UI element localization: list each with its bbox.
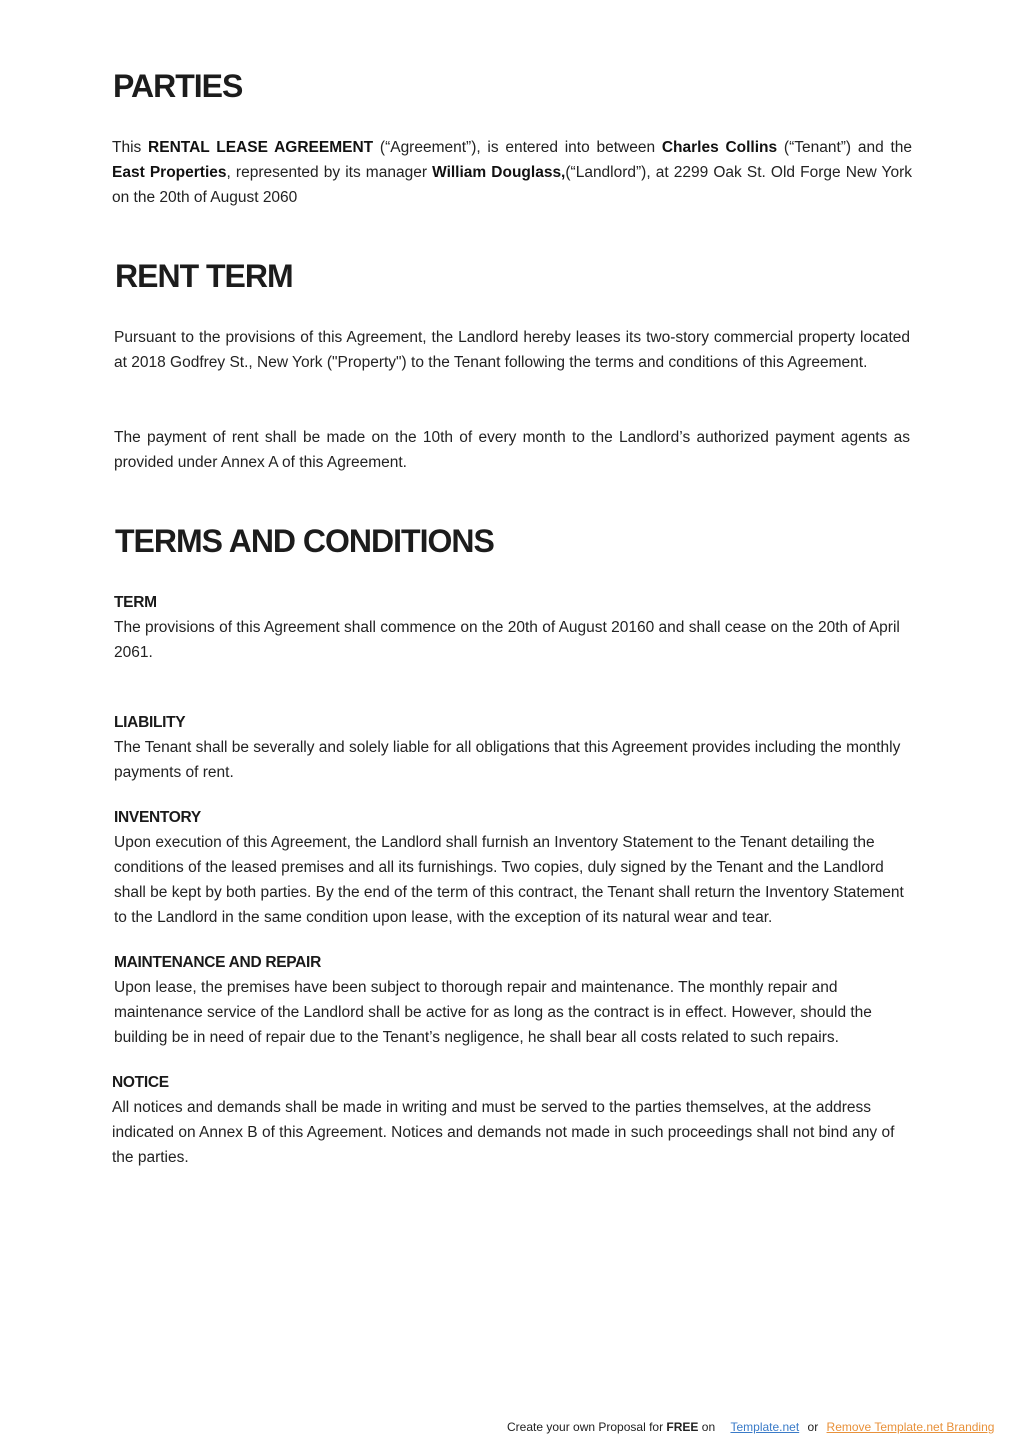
parties-heading: PARTIES [113, 68, 243, 104]
term-title: TERM [114, 594, 157, 611]
rent-term-paragraph-2: The payment of rent shall be made on the 10th of every month to the Landlord’s authorized payment agents as provided under Annex A of this Agreement. [114, 429, 910, 471]
branding-footer [507, 1419, 994, 1435]
tenant-name: Charles Collins [661, 139, 778, 156]
notice-body: All notices and demands shall be made in writing and must be served to the parties themselves, at the address indicated on Annex B of this Agreement. Notices and demands not made in such proceedings shall not bind any of the parties. [112, 1099, 895, 1166]
parties-paragraph [112, 135, 912, 210]
footer-text: Create your own Proposal for [507, 1420, 667, 1434]
maintenance-body: Upon lease, the premises have been subject to thorough repair and maintenance. The monthly repair and maintenance service of the Landlord shall be active for as long as the contract is in effect. However, should the building be in need of repair due to the Tenant’s negligence, he shall bear all costs related to such repairs. [114, 979, 872, 1046]
notice-title: NOTICE [112, 1074, 169, 1091]
manager-name: William Douglass, [432, 164, 566, 181]
inventory-title: INVENTORY [114, 809, 201, 826]
text-fragment: (“Landlord”), at 2299 Oak St. Old Forge New York on the 20th of August 2060 [112, 164, 913, 206]
text-fragment: This [112, 139, 149, 156]
liability-body: The Tenant shall be severally and solely liable for all obligations that this Agreement provides including the monthly payments of rent. [114, 739, 901, 781]
remove-branding-link[interactable]: Remove Template.net Branding [826, 1420, 995, 1434]
text-fragment: (“Agreement”), is entered into between [373, 139, 662, 156]
rent-term-heading: RENT TERM [115, 258, 293, 294]
liability-title: LIABILITY [114, 714, 186, 731]
text-fragment: (“Tenant”) and the [777, 139, 913, 156]
company-name: East Properties [112, 164, 227, 181]
inventory-body: Upon execution of this Agreement, the Landlord shall furnish an Inventory Statement to the Tenant detailing the conditions of the leased premises and all its furnishings. Two copies, duly signed by the Tenant and the Landlord shall be kept by both parties. By the end of the term of this contract, the Tenant shall return the Inventory Statement to the Landlord in the same condition upon lease, with the exception of its natural wear and tear. [114, 834, 904, 926]
terms-heading: TERMS AND CONDITIONS [115, 523, 494, 559]
agreement-name: RENTAL LEASE AGREEMENT [148, 139, 374, 156]
text-fragment: , represented by its manager [226, 164, 433, 181]
footer-free: FREE [666, 1420, 699, 1434]
template-net-link[interactable]: Template.net [730, 1420, 800, 1434]
maintenance-title: MAINTENANCE AND REPAIR [114, 954, 321, 971]
term-body: The provisions of this Agreement shall commence on the 20th of August 20160 and shall cease on the 20th of April 2061. [114, 619, 900, 661]
footer-text: on [698, 1420, 716, 1434]
rent-term-paragraph-1: Pursuant to the provisions of this Agreement, the Landlord hereby leases its two-story commercial property located at 2018 Godfrey St., New York ("Property") to the Tenant following the terms and conditions of this Agreement. [114, 329, 910, 371]
footer-or: or [807, 1420, 819, 1434]
